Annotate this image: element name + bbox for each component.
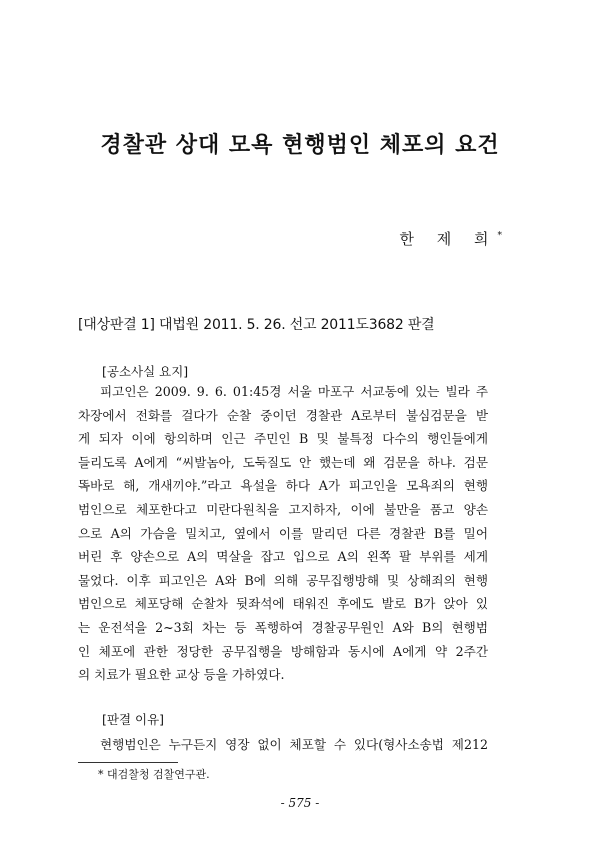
facts-line: 범인으로 체포한다고 미란다원칙을 고지하자, 이에 불만을 품고 양손 xyxy=(78,501,488,517)
facts-line: 범인으로 체포당해 순찰차 뒷좌석에 태워진 후에도 발로 B가 앉아 있 xyxy=(78,596,488,612)
facts-line: 피고인은 2009. 9. 6. 01:45경 서울 마포구 서교동에 있는 빌라 주 xyxy=(100,384,488,399)
reasoning-paragraph xyxy=(78,733,488,757)
facts-line: 똑바로 해, 개새끼야.”라고 욕설을 하다 A가 피고인을 모욕죄의 현행 xyxy=(78,478,488,494)
author-footnote-mark: * xyxy=(497,231,502,241)
facts-line: 인 체포에 관한 정당한 공무집행을 방해함과 동시에 A에게 약 2주간 xyxy=(78,643,488,659)
facts-heading: [공소사실 요지] xyxy=(102,364,189,379)
facts-line: 으로 A의 가슴을 밀치고, 옆에서 이를 말리던 다른 경찰관 B를 밀어 xyxy=(78,525,488,541)
footnote: * 대검찰청 검찰연구관. xyxy=(98,768,210,781)
reasoning-heading: [판결 이유] xyxy=(102,712,165,727)
author-name-text: 한 제 희 xyxy=(399,230,498,248)
facts-line: 물었다. 이후 피고인은 A와 B에 의해 공무집행방해 및 상해죄의 현행 xyxy=(78,572,488,588)
case-heading: [대상판결 1] 대법원 2011. 5. 26. 선고 2011도3682 판결 xyxy=(78,317,435,333)
facts-line: 는 운전석을 2~3회 차는 등 폭행하여 경찰공무원인 A와 B의 현행범 xyxy=(78,619,488,635)
paper-title: 경찰관 상대 모욕 현행범인 체포의 요건 xyxy=(100,132,500,158)
author-name xyxy=(399,228,502,249)
reasoning-line: 현행범인은 누구든지 영장 없이 체포할 수 있다(형사소송법 제212 xyxy=(100,737,488,752)
page-number: - 575 - xyxy=(280,796,320,810)
facts-line: 버린 후 양손으로 A의 멱살을 잡고 입으로 A의 왼쪽 팔 부위를 세게 xyxy=(78,549,488,565)
facts-line: 게 되자 이에 항의하며 인근 주민인 B 및 불특정 다수의 행인들에게 xyxy=(78,431,488,447)
facts-paragraph xyxy=(78,380,488,687)
facts-line: 들리도록 A에게 “씨발놈아, 도둑질도 안 했는데 왜 검문을 하냐. 검문 xyxy=(78,454,488,470)
footnote-divider xyxy=(78,762,178,763)
facts-line: 차장에서 전화를 걸다가 순찰 중이던 경찰관 A로부터 불심검문을 받 xyxy=(78,407,488,423)
facts-line: 의 치료가 필요한 교상 등을 가하였다. xyxy=(78,667,285,683)
